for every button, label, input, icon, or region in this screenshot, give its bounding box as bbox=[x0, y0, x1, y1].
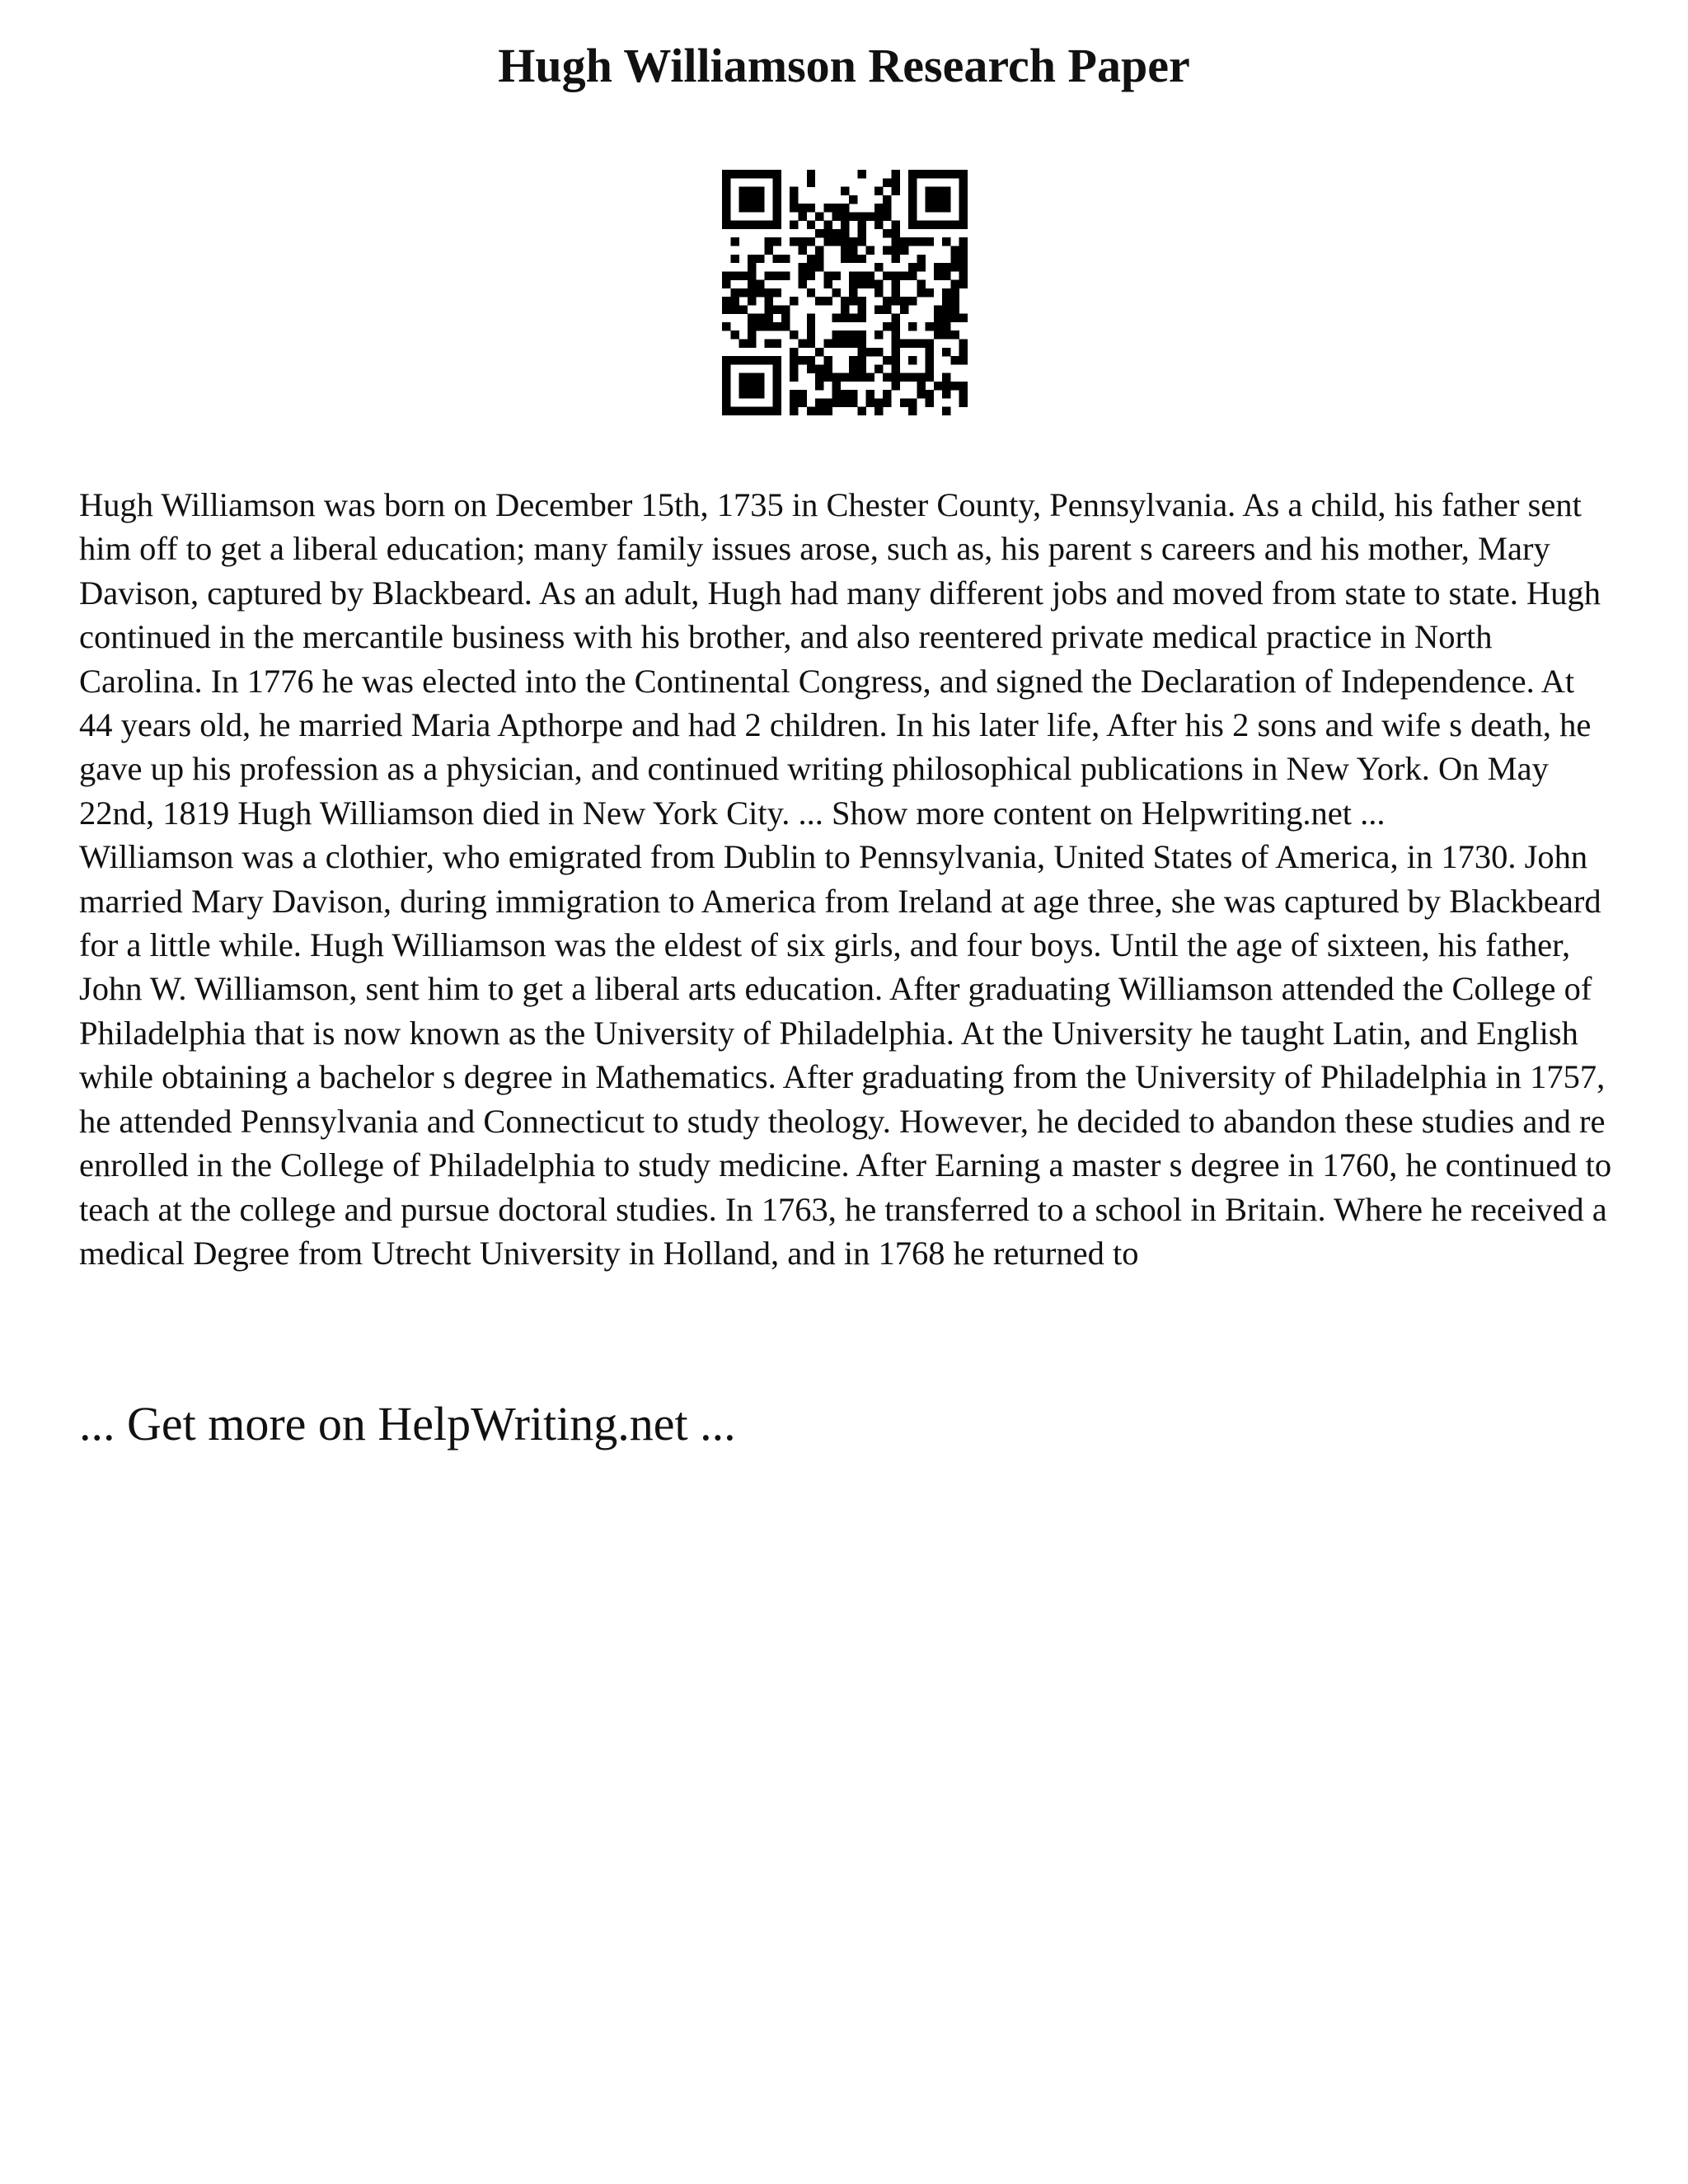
paragraph-intro: Hugh Williamson was born on December 15th, 1735 in Chester County, Pennsylvania. As a child, his father sent him off to get a liberal education; many family issues arose, such as, his parent s careers and his mother, Mary Davison, captured by Blackbeard. As an adult, Hugh had many different jobs and moved from state to state. Hugh continued in the mercantile business with his brother, and also reentered private medical practice in North Carolina. In 1776 he was elected into the Continental Congress, and signed the Declaration of Independence. At 44 years old, he married Maria Apthorpe and had 2 children. In his later life, After his 2 sons and wife s death, he gave up his profession as a physician, and continued writing philosophical publications in New York. On May 22nd, 1819 Hugh Williamson died in New York City. ... Show more content on Helpwriting.net ... bbox=[79, 486, 1601, 832]
page-title: Hugh Williamson Research Paper bbox=[498, 39, 1190, 92]
article-body bbox=[79, 483, 1612, 1275]
paragraph-family: Williamson was a clothier, who emigrated from Dublin to Pennsylvania, United States of America, in 1730. John married Mary Davison, during immigration to America from Ireland at age three, she was captured by Blackbeard for a little while. Hugh Williamson was the eldest of six girls, and four boys. Until the age of sixteen, his father, John W. Williamson, sent him to get a liberal arts education. After graduating Williamson attended the College of Philadelphia that is now known as the University of Philadelphia. At the University he taught Latin, and English while obtaining a bachelor s degree in Mathematics. After graduating from the University of Philadelphia in 1757, he attended Pennsylvania and Connecticut to study theology. However, he decided to abandon these studies and re enrolled in the College of Philadelphia to study medicine. After Earning a master s degree in 1760, he continued to teach at the college and pursue doctoral studies. In 1763, he transferred to a school in Britain. Where he received a medical Degree from Utrecht University in Holland, and in 1768 he returned to bbox=[79, 838, 1612, 1272]
qr-code-icon[interactable] bbox=[722, 170, 968, 415]
get-more-link[interactable]: ... Get more on HelpWriting.net ... bbox=[79, 1397, 736, 1451]
